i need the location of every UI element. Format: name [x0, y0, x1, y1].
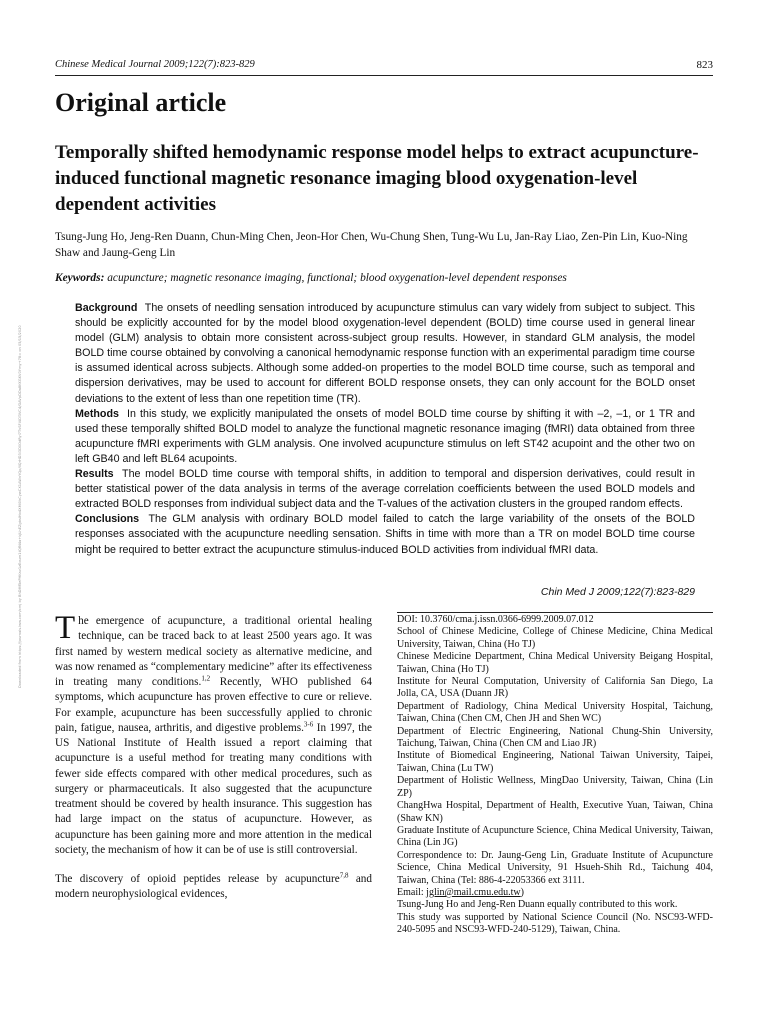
methods-label: Methods [75, 407, 119, 420]
abstract-background [75, 301, 695, 407]
body-text: he emergence of acupuncture, a traditional oriental healing technique, can be traced back to at least 2500 years ago. It was first named by western medical society as alternative medicine, and was now renamed as “complementary medicine” after its effectiveness in treating many conditions. [55, 615, 372, 688]
doi[interactable]: DOI: 10.3760/cma.j.issn.0366-6999.2009.07.012 [397, 614, 594, 625]
affiliations-column [397, 612, 713, 937]
abstract-conclusions [75, 512, 695, 557]
equal-contribution-note: Tsung-Jung Ho and Jeng-Ren Duann equally contributed to this work. [397, 899, 678, 911]
article-title: Temporally shifted hemodynamic response model helps to extract acupuncture-induced functional magnetic resonance imaging blood oxygenation-level dependent activities [55, 142, 699, 215]
email-prefix: Email: [397, 886, 427, 898]
email-suffix: ) [520, 886, 524, 898]
author-list: Tsung-Jung Ho, Jeng-Ren Duann, Chun-Ming Chen, Jeon-Hor Chen, Wu-Chung Shen, Tung-Wu Lu, Jan-Ray Liao, Zen-Pin Lin, Kuo-Ning Shaw and Jaung-Geng Lin [55, 231, 688, 259]
body-paragraph [55, 872, 372, 903]
results-label: Results [75, 468, 114, 481]
body-text: In 1997, the US National Institute of Health issued a report claiming that acupuncture is a useful method for treating many conditions with fewer side effects compared with other medical procedures, such as surgery or pharmaceuticals. It also suggested that the acupuncture treatment should be covered by health insurance. This suggestion has had large impact on the status of acupuncture. However, as acupuncture has been gaining more and more attention in the medical society, the mechanism of how it can be of use is still controversial. [55, 721, 372, 856]
reference-marker[interactable]: 1,2 [201, 674, 211, 683]
background-label: Background [75, 302, 138, 314]
body-text: Recently, WHO published 64 symptoms, which acupuncture has proven effective to cure or relieve. For example, acupuncture has been successfully applied to chronic pain, fatigue, nausea, arthritis, and digestive problems. [55, 676, 372, 734]
abstract-methods [75, 407, 695, 467]
affiliation-item: Institute of Biomedical Engineering, National Taiwan University, Taipei, Taiwan, China (Lu TW) [397, 750, 713, 774]
affiliation-item: Chinese Medicine Department, China Medical University Beigang Hospital, Taiwan, China (Ho TJ) [397, 651, 713, 675]
keywords-label: Keywords: [55, 272, 105, 284]
page-number: 823 [696, 59, 713, 71]
affiliation-item: Department of Holistic Wellness, MingDao University, Taiwan, China (Lin ZP) [397, 775, 713, 799]
header-rule [55, 75, 713, 76]
conclusions-label: Conclusions [75, 513, 140, 526]
correspondence: Correspondence to: Dr. Jaung-Geng Lin, Graduate Institute of Acupuncture Science, China Medical University, 91 Hsueh-Shih Rd., Taichung 404, Taiwan, China (Tel: 886-4-22053366 ext 3111. [397, 849, 713, 886]
abstract-results [75, 467, 695, 512]
affiliation-item: School of Chinese Medicine, College of Chinese Medicine, China Medical University, Taiwan, China (Ho TJ) [397, 626, 713, 650]
keywords [55, 272, 715, 284]
funding-note: This study was supported by National Science Council (No. NSC93-WFD-240-5095 and NSC93-WFD-240-5129), Taiwan, China. [397, 911, 713, 936]
reference-marker[interactable]: 7,8 [339, 871, 349, 880]
affiliation-item: Department of Electric Engineering, National Chung-Shin University, Taichung, Taiwan, China (Chen CM and Liao JR) [397, 725, 713, 750]
abstract-citation: Chin Med J 2009;122(7):823-829 [540, 586, 695, 598]
email-link[interactable]: jglin@mail.cmu.edu.tw [426, 886, 521, 898]
affiliation-item: Department of Radiology, China Medical University Hospital, Taichung, Taiwan, China (Chen CM, Chen JH and Shen WC) [397, 700, 713, 725]
background-text: The onsets of needling sensation introduced by acupuncture stimulus can vary widely from subject to subject. This should be explicitly accounted for by the model blood oxygenation-level dependent (BOLD) time course used in general linear model (GLM) analysis to obtain more consistent across-subject group results. However, in standard GLM analysis, the model BOLD time course obtained by convolving a canonical hemodynamic response function with an experimental paradigm time course is assumed identical across subjects. Although some added-on properties to the model BOLD time course, such as temporal and dispersion derivatives, may be used to account for different BOLD response onsets, they can only account for the BOLD onset deviations to the extent of less than one repetition time (TR). [75, 302, 696, 405]
affiliation-item: ChangHwa Hospital, Department of Health, Executive Yuan, Taiwan, China (Shaw KN) [397, 800, 713, 824]
body-paragraph [55, 610, 372, 858]
reference-marker[interactable]: 3-6 [303, 720, 314, 729]
results-text: The model BOLD time course with temporal shifts, in addition to temporal and dispersion derivatives, could result in better statistical power of the data analysis in terms of the average correlation coefficients between the used BOLD models and extracted BOLD responses from individual subject data and the T-values of the activation clusters in the grouped random effects. [75, 468, 695, 511]
affiliation-item: Graduate Institute of Acupuncture Science, China Medical University, Taiwan, China (Lin JG) [397, 824, 713, 849]
abstract [75, 301, 695, 558]
drop-cap: T [55, 610, 76, 646]
conclusions-text: The GLM analysis with ordinary BOLD model failed to catch the large variability of the onsets of the BOLD responses associated with the acupuncture needling sensation. Shifts in time with more than a TR on model BOLD time course might be required to better extract the acupuncture stimulus-induced BOLD activities from individual fMRI data. [75, 513, 695, 556]
journal-header: Chinese Medical Journal 2009;122(7):823-829 [55, 59, 255, 70]
email-line [397, 887, 713, 899]
download-watermark: Downloaded from https://journals.lww.com/cmj by BhDMf5ePHKav1zEoum1tQfN4a+kJLhEZgbsIHo4XMi0hCywCX1AWnYQp/IlQrHD3i3D0OdRyi7TvSFl4Cf3VC4/OAVpDDa8KKGKV0Ymy+78= on 05/15/2020 [18, 325, 22, 688]
keywords-text: acupuncture; magnetic resonance imaging, functional; blood oxygenation-level dependent responses [107, 272, 567, 284]
section-label: Original article [55, 88, 227, 117]
body-column-left [55, 610, 372, 903]
affiliation-item: Institute for Neural Computation, University of California San Diego, La Jolla, CA, USA (Duann JR) [397, 676, 713, 700]
body-text: and modern neurophysiological evidences, [55, 873, 372, 901]
body-text: The discovery of opioid peptides release by acupuncture [55, 873, 340, 885]
affiliation-rule [397, 612, 713, 613]
methods-text: In this study, we explicitly manipulated the onsets of model BOLD time course by shifting it with –2, –1, or 1 TR and used these temporally shifted BOLD model to analyze the functional magnetic resonance imaging (fMRI) data obtained from three acupuncture fMRI experiments with GLM analysis. One involved acupuncture stimulus on left ST42 acupoint and the other two on left GB40 and left BL64 acupoints. [75, 407, 695, 465]
